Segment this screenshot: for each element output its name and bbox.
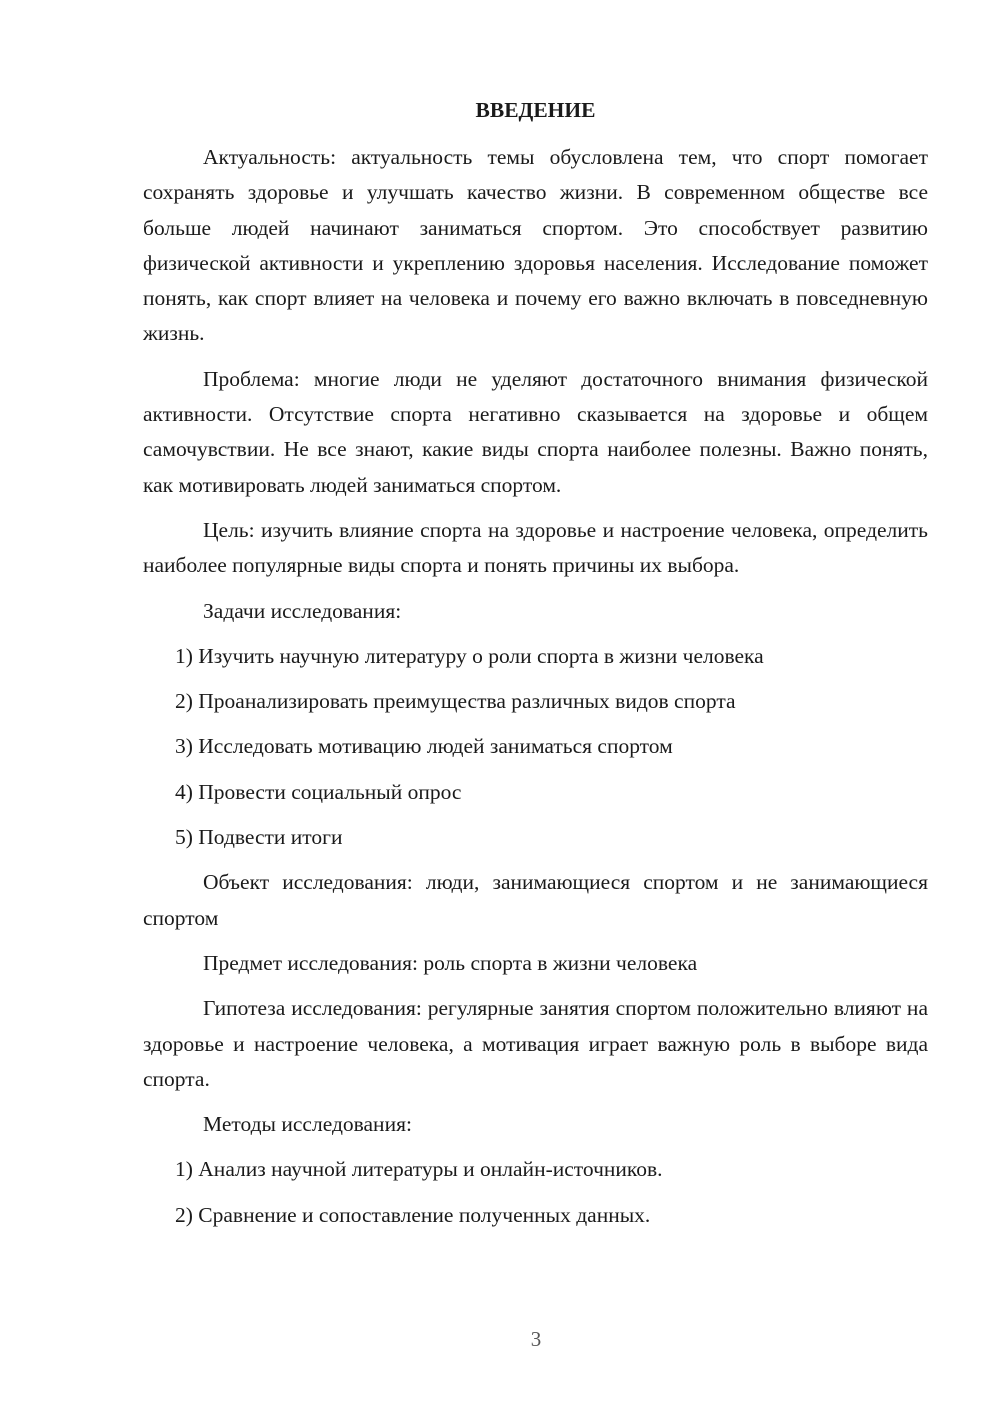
- goal-paragraph: Цель: изучить влияние спорта на здоровье и настроение человека, определить наиболее популярные виды спорта и понять причины их выбора.: [143, 517, 928, 578]
- list-item: 5) Подвести итоги: [175, 825, 343, 850]
- list-item: 4) Провести социальный опрос: [175, 779, 462, 804]
- methods-heading: Методы исследования:: [203, 1112, 412, 1137]
- hypothesis-paragraph: Гипотеза исследования: регулярные занятия спортом положительно влияют на здоровье и настроение человека, а мотивация играет важную роль в выборе вида спорта.: [143, 996, 928, 1091]
- list-item: 1) Анализ научной литературы и онлайн-источников.: [175, 1157, 663, 1182]
- subject-paragraph: Предмет исследования: роль спорта в жизни человека: [203, 950, 698, 975]
- list-item: 3) Исследовать мотивацию людей заниматься спортом: [175, 734, 673, 759]
- list-item: 1) Изучить научную литературу о роли спорта в жизни человека: [175, 643, 764, 668]
- section-title: ВВЕДЕНИЕ: [475, 98, 596, 122]
- tasks-heading: Задачи исследования:: [203, 598, 402, 623]
- document-page: [143, 92, 928, 1243]
- object-paragraph: Объект исследования: люди, занимающиеся спортом и не занимающиеся спортом: [143, 870, 928, 930]
- tasks-list: [143, 639, 928, 855]
- page-number: 3: [530, 1327, 542, 1351]
- methods-list: [143, 1152, 928, 1233]
- relevance-paragraph: Актуальность: актуальность темы обусловлена тем, что спорт помогает сохранять здоровье и улучшать качество жизни. В современном обществе все больше людей начинают заниматься спортом. Это способствует развитию физической активности и укреплению здоровья населения. Исследование поможет понять, как спорт влияет на человека и почему его важно включать в повседневную жизнь.: [143, 145, 928, 346]
- problem-paragraph: Проблема: многие люди не уделяют достаточного внимания физической активности. Отсутствие спорта негативно сказывается на здоровье и общем самочувствии. Не все знают, какие виды спорта наиболее полезны. Важно понять, как мотивировать людей заниматься спортом.: [143, 366, 928, 497]
- list-item: 2) Проанализировать преимущества различных видов спорта: [175, 689, 736, 714]
- list-item: 2) Сравнение и сопоставление полученных данных.: [175, 1202, 651, 1227]
